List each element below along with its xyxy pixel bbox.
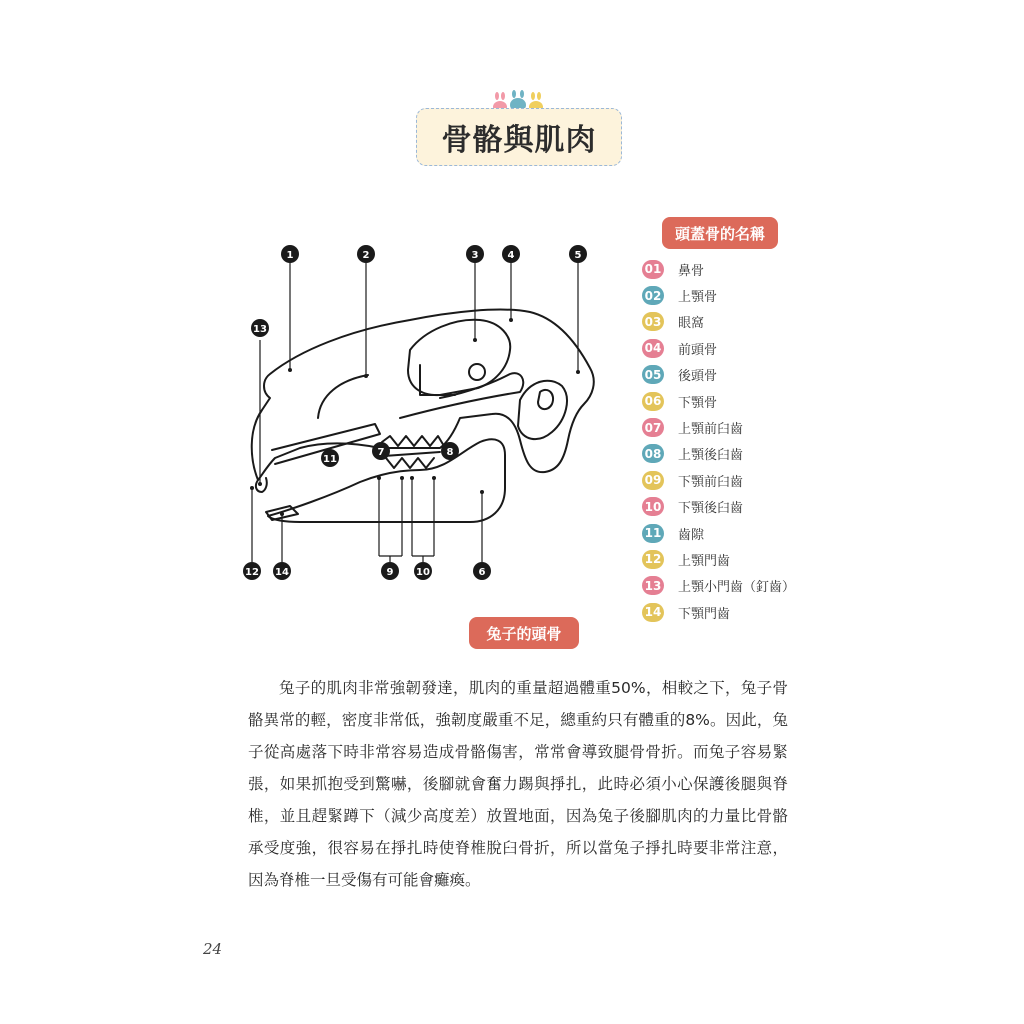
svg-text:7: 7 [377,447,385,458]
legend-number-badge: 14 [642,603,664,622]
marker-12 [243,562,261,580]
orbit-inner [420,365,455,395]
legend-label: 上顎前臼齒 [678,422,744,438]
svg-text:6: 6 [478,567,486,578]
marker-14 [273,562,291,580]
legend-number-badge: 05 [642,365,664,384]
legend-label: 鼻骨 [678,263,705,279]
diagram-caption: 兔子的頭骨 [469,617,579,649]
page-title: 骨骼與肌肉 [441,123,597,158]
legend-number-badge: 09 [642,471,664,490]
svg-text:12: 12 [245,567,259,578]
legend-item [642,494,795,520]
legend-item [642,362,795,388]
legend-number-badge: 08 [642,444,664,463]
legend-label: 前頭骨 [678,342,718,358]
body-text [248,672,788,896]
legend-list [642,256,795,625]
legend-label: 下顎前臼齒 [678,474,744,490]
orbit-outline [408,320,510,395]
svg-text:5: 5 [574,250,582,261]
legend-label: 下顎門齒 [678,606,731,622]
svg-text:14: 14 [275,567,289,578]
legend-label: 齒隙 [678,527,705,543]
legend-number-badge: 13 [642,576,664,595]
legend-title: 頭蓋骨的名稱 [662,217,778,249]
svg-text:11: 11 [323,454,337,465]
legend-label: 後頭骨 [678,369,718,385]
legend-label: 上顎骨 [678,290,718,306]
svg-text:9: 9 [386,567,394,578]
marker-13 [251,319,269,337]
legend-item [642,335,795,361]
legend-item [642,520,795,546]
legend-item [642,546,795,572]
legend-number-badge: 02 [642,286,664,305]
body-paragraph: 兔子的肌肉非常強韌發達，肌肉的重量超過體重50%，相較之下，兔子骨骼異常的輕，密度非常低，強韌度嚴重不足，總重約只有體重的8%。因此，兔子從高處落下時非常容易造成骨骼傷害，常常會導致腿骨骨折。而兔子容易緊張，如果抓抱受到驚嚇，後腳就會奮力踢與掙扎，此時必須小心保護後腿與脊椎，並且趕緊蹲下（減少高度差）放置地面，因為兔子後腳肌肉的力量比骨骼承受度強，很容易在掙扎時使脊椎脫臼骨折，所以當兔子掙扎時要非常注意，因為脊椎一旦受傷有可能會癱瘓。 [248,679,788,889]
legend-number-badge: 11 [642,524,664,543]
marker-6 [473,562,491,580]
legend-item [642,256,795,282]
marker-11 [321,449,339,467]
legend-number-badge: 10 [642,497,664,516]
legend-item [642,309,795,335]
lower-molar-row [384,452,440,456]
legend-item [642,282,795,308]
marker-5 [569,245,587,263]
legend-item [642,467,795,493]
legend-item [642,573,795,599]
page-number: 24 [203,940,223,958]
svg-text:10: 10 [416,567,430,578]
marker-1 [281,245,299,263]
legend-number-badge: 12 [642,550,664,569]
orbit-hole [469,364,485,380]
svg-text:13: 13 [253,324,267,335]
legend-item [642,388,795,414]
legend-item [642,441,795,467]
legend-number-badge: 01 [642,260,664,279]
legend-label: 上顎後臼齒 [678,448,744,464]
lower-molars [386,458,434,468]
legend-label: 眼窩 [678,316,705,332]
legend-label: 上顎門齒 [678,553,731,569]
marker-10 [414,562,432,580]
svg-text:2: 2 [362,250,370,261]
svg-text:1: 1 [286,250,294,261]
svg-text:8: 8 [446,447,454,458]
marker-7 [372,442,390,460]
marker-9 [381,562,399,580]
legend-number-badge: 06 [642,392,664,411]
legend-number-badge: 03 [642,312,664,331]
legend-number-badge: 07 [642,418,664,437]
legend-label: 下顎骨 [678,395,718,411]
legend-item [642,414,795,440]
legend-number-badge: 04 [642,339,664,358]
legend-label: 下顎後臼齒 [678,501,744,517]
marker-4 [502,245,520,263]
zygomatic-arch [400,373,523,418]
skull-nasal-line [318,375,368,418]
svg-text:4: 4 [507,250,515,261]
marker-3 [466,245,484,263]
svg-text:3: 3 [471,250,479,261]
legend-label: 上顎小門齒（釘齒） [678,580,796,596]
bulla-inner [538,390,553,409]
marker-2 [357,245,375,263]
upper-molars [382,436,444,446]
legend-item [642,599,795,625]
marker-8 [441,442,459,460]
